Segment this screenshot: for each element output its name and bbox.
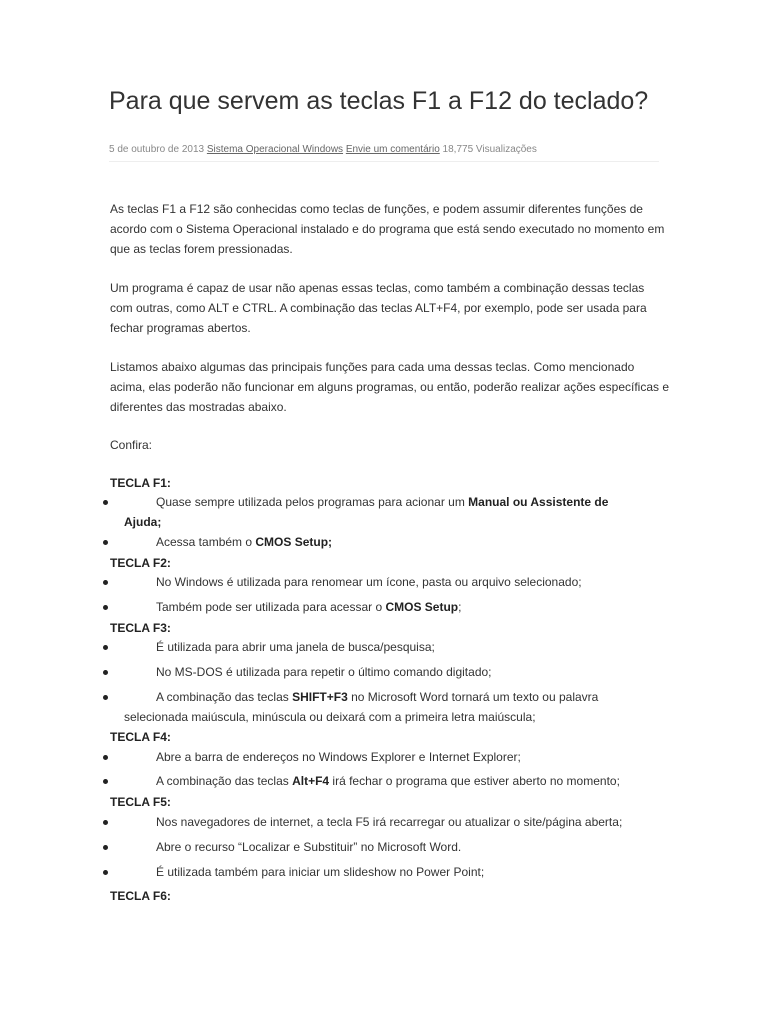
bullet-icon	[103, 820, 111, 828]
article-title: Para que servem as teclas F1 a F12 do teclado?	[109, 87, 649, 115]
bullet-icon	[103, 540, 111, 548]
list-item: No Windows é utilizada para renomear um ícone, pasta ou arquivo selecionado;	[156, 575, 582, 589]
list-item: Acessa também o CMOS Setup;	[156, 535, 333, 549]
combination-paragraph: Um programa é capaz de usar não apenas essas teclas, como também a combinação dessas teclas com outras, como ALT e CTRL. A combinação das teclas ALT+F4, por exemplo, pode ser usada para fechar programas abertos.	[110, 281, 647, 335]
bullet-icon	[103, 670, 111, 678]
confira-text: Confira:	[110, 438, 153, 452]
section-heading-f2: TECLA F2:	[110, 556, 171, 570]
list-item: Abre o recurso “Localizar e Substituir” no Microsoft Word.	[156, 840, 462, 854]
bullet-icon	[103, 500, 111, 508]
list-item: Abre a barra de endereços no Windows Explorer e Internet Explorer;	[156, 750, 521, 764]
list-item: Também pode ser utilizada para acessar o CMOS Setup;	[156, 600, 462, 614]
view-count: 18,775 Visualizações	[442, 144, 537, 155]
list-item: A combinação das teclas SHIFT+F3 no Microsoft Word tornará um texto ou palavra selecionada maiúscula, minúscula ou deixará com a primeira letra maiúscula;	[124, 690, 599, 724]
section-heading-f1: TECLA F1:	[110, 476, 171, 490]
list-item: Quase sempre utilizada pelos programas para acionar um Manual ou Assistente de Ajuda;	[124, 495, 609, 529]
meta-divider	[109, 161, 659, 162]
bullet-icon	[103, 755, 111, 763]
bullet-icon	[103, 870, 111, 878]
list-item: No MS-DOS é utilizada para repetir o último comando digitado;	[156, 665, 492, 679]
bullet-icon	[103, 845, 111, 853]
bullet-icon	[103, 605, 111, 613]
section-heading-f6: TECLA F6:	[110, 889, 171, 903]
section-heading-f3: TECLA F3:	[110, 621, 171, 635]
category-link[interactable]: Sistema Operacional Windows	[206, 144, 344, 155]
bullet-icon	[103, 779, 111, 787]
intro-paragraph: As teclas F1 a F12 são conhecidas como teclas de funções, e podem assumir diferentes funções de acordo com o Sistema Operacional instalado e do programa que está sendo executado no momento em que as teclas forem pressionadas.	[110, 202, 665, 256]
bullet-icon	[103, 695, 111, 703]
list-intro-paragraph: Listamos abaixo algumas das principais funções para cada uma dessas teclas. Como mencionado acima, elas poderão não funcionar em alguns programas, ou então, poderão realizar ações específicas e diferentes das mostradas abaixo.	[110, 360, 670, 414]
section-heading-f5: TECLA F5:	[110, 795, 171, 809]
article-meta	[109, 144, 537, 155]
comment-link[interactable]: Envie um comentário	[345, 144, 440, 155]
bullet-icon	[103, 645, 111, 653]
bullet-icon	[103, 580, 111, 588]
post-date: 5 de outubro de 2013	[109, 144, 205, 155]
list-item: Nos navegadores de internet, a tecla F5 irá recarregar ou atualizar o site/página aberta;	[156, 815, 623, 829]
section-heading-f4: TECLA F4:	[110, 730, 171, 744]
list-item: A combinação das teclas Alt+F4 irá fechar o programa que estiver aberto no momento;	[156, 774, 620, 788]
list-item: É utilizada para abrir uma janela de busca/pesquisa;	[156, 640, 435, 654]
list-item: É utilizada também para iniciar um slideshow no Power Point;	[156, 865, 485, 879]
